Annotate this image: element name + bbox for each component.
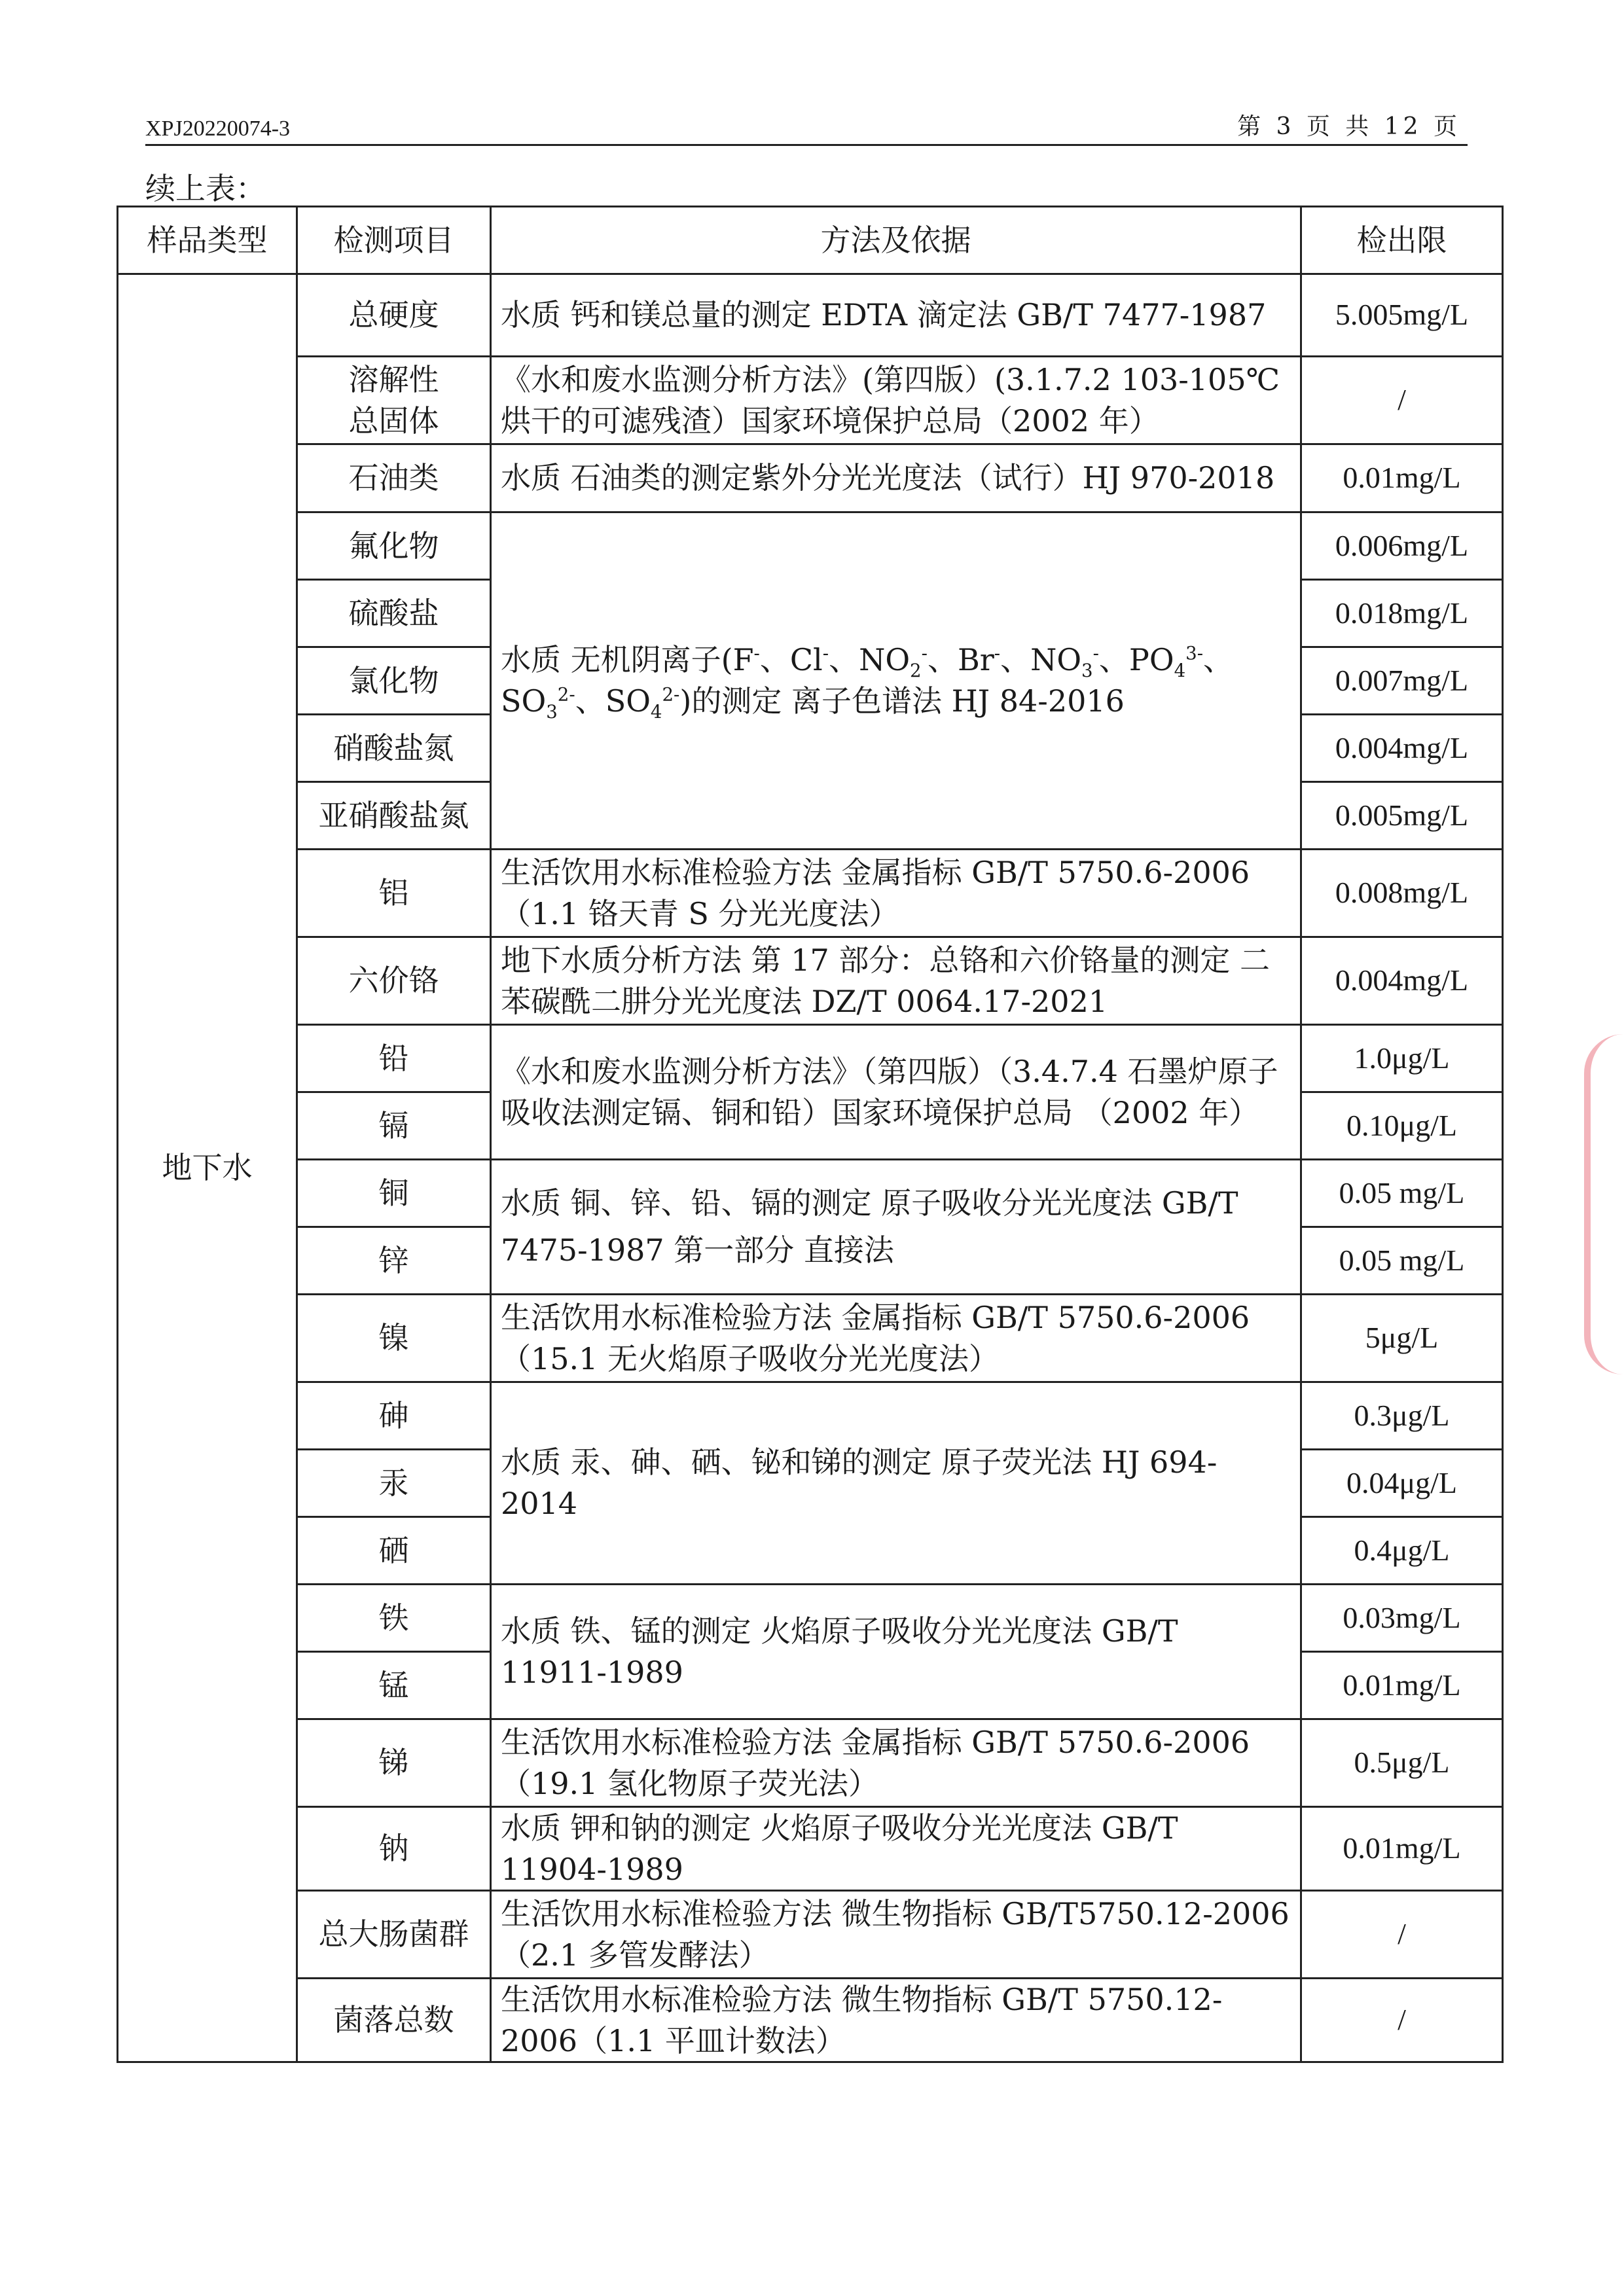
item-cell: 菌落总数	[297, 1979, 491, 2062]
item-cell: 氯化物	[297, 647, 491, 715]
table-row	[118, 1295, 1503, 1382]
table-row	[118, 937, 1503, 1025]
limit-cell: 0.005mg/L	[1301, 782, 1503, 850]
limit-cell: 0.018mg/L	[1301, 580, 1503, 647]
limit-cell: 0.10μg/L	[1301, 1092, 1503, 1160]
limit-cell: 0.3μg/L	[1301, 1382, 1503, 1450]
item-cell: 氟化物	[297, 512, 491, 580]
method-cell: 生活饮用水标准检验方法 金属指标 GB/T 5750.6-2006（15.1 无火焰原子吸收分光光度法）	[491, 1295, 1301, 1382]
method-text-suffix: )的测定 离子色谱法 HJ 84-2016	[679, 683, 1125, 719]
table-row	[118, 512, 1503, 580]
table-row	[118, 274, 1503, 357]
col-header-test-item: 检测项目	[297, 207, 491, 274]
method-text-prefix: 水质 无机阴离子(F	[501, 642, 754, 678]
col-header-detection-limit: 检出限	[1301, 207, 1503, 274]
sample-type-cell: 地下水	[118, 274, 297, 2062]
item-cell: 铜	[297, 1160, 491, 1227]
item-cell: 铝	[297, 850, 491, 937]
item-cell: 硒	[297, 1517, 491, 1585]
limit-cell: 0.4μg/L	[1301, 1517, 1503, 1585]
limit-cell: /	[1301, 1979, 1503, 2062]
method-cell: 水质 钙和镁总量的测定 EDTA 滴定法 GB/T 7477-1987	[491, 274, 1301, 357]
item-cell: 锑	[297, 1719, 491, 1807]
limit-cell: 0.03mg/L	[1301, 1585, 1503, 1652]
limit-cell: 0.01mg/L	[1301, 1652, 1503, 1719]
item-cell: 溶解性总固体	[297, 357, 491, 444]
method-cell: 《水和废水监测分析方法》（第四版）（3.4.7.4 石墨炉原子吸收法测定镉、铜和铅）国家环境保护总局 （2002 年）	[491, 1025, 1301, 1160]
seal-stamp-fragment	[1584, 1034, 1624, 1374]
table-row	[118, 1025, 1503, 1092]
page-number: 第 3 页 共 12 页	[1237, 113, 1461, 140]
item-cell: 镍	[297, 1295, 491, 1382]
limit-cell: 0.006mg/L	[1301, 512, 1503, 580]
table-row	[118, 850, 1503, 937]
table-row	[118, 1160, 1503, 1227]
limit-cell: 0.004mg/L	[1301, 715, 1503, 782]
document-id: XPJ20220074-3	[145, 117, 291, 141]
limit-cell: 5μg/L	[1301, 1295, 1503, 1382]
limit-cell: 0.01mg/L	[1301, 444, 1503, 512]
method-cell: 生活饮用水标准检验方法 微生物指标 GB/T 5750.12-2006（1.1 平皿计数法）	[491, 1979, 1301, 2062]
method-cell: 《水和废水监测分析方法》(第四版）(3.1.7.2 103-105℃烘干的可滤残渣）国家环境保护总局（2002 年）	[491, 357, 1301, 444]
method-table	[117, 206, 1504, 2063]
limit-cell: /	[1301, 1891, 1503, 1979]
limit-cell: 0.5μg/L	[1301, 1719, 1503, 1807]
method-cell: 水质 石油类的测定紫外分光光度法（试行）HJ 970-2018	[491, 444, 1301, 512]
table-row	[118, 444, 1503, 512]
item-cell: 锌	[297, 1227, 491, 1295]
item-cell: 铅	[297, 1025, 491, 1092]
limit-cell: 0.04μg/L	[1301, 1450, 1503, 1517]
table-row	[118, 1807, 1503, 1891]
limit-cell: 0.05 mg/L	[1301, 1227, 1503, 1295]
method-cell: 水质 无机阴离子(F-、Cl-、$NO_2^-$、Br-、$NO_3^-$、$PO_4^{3-}$、$SO_3^{2-}$、$SO_4^{2-}$)的测定 离子色谱法 HJ 84-2016	[491, 512, 1301, 850]
table-row	[118, 1382, 1503, 1450]
method-cell: 水质 铜、锌、铅、镉的测定 原子吸收分光光度法 GB/T 7475-1987 第一部分 直接法	[491, 1160, 1301, 1295]
method-cell: 地下水质分析方法 第 17 部分：总铬和六价铬量的测定 二苯碳酰二肼分光光度法 DZ/T 0064.17-2021	[491, 937, 1301, 1025]
limit-cell: 0.008mg/L	[1301, 850, 1503, 937]
item-cell: 镉	[297, 1092, 491, 1160]
item-cell: 铁	[297, 1585, 491, 1652]
table-header-row	[118, 207, 1503, 274]
continued-label: 续上表：	[145, 171, 266, 206]
table-row	[118, 1979, 1503, 2062]
item-cell: 亚硝酸盐氮	[297, 782, 491, 850]
item-cell: 总硬度	[297, 274, 491, 357]
item-cell: 汞	[297, 1450, 491, 1517]
method-cell: 水质 钾和钠的测定 火焰原子吸收分光光度法 GB/T 11904-1989	[491, 1807, 1301, 1891]
item-cell: 钠	[297, 1807, 491, 1891]
table-row	[118, 1585, 1503, 1652]
limit-cell: 0.004mg/L	[1301, 937, 1503, 1025]
item-cell: 总大肠菌群	[297, 1891, 491, 1979]
method-cell: 生活饮用水标准检验方法 金属指标 GB/T 5750.6-2006（19.1 氢化物原子荧光法）	[491, 1719, 1301, 1807]
limit-cell: 0.007mg/L	[1301, 647, 1503, 715]
method-cell: 生活饮用水标准检验方法 微生物指标 GB/T5750.12-2006（2.1 多管发酵法）	[491, 1891, 1301, 1979]
table-row	[118, 1719, 1503, 1807]
method-cell: 生活饮用水标准检验方法 金属指标 GB/T 5750.6-2006（1.1 铬天青 S 分光光度法）	[491, 850, 1301, 937]
method-cell: 水质 汞、砷、硒、铋和锑的测定 原子荧光法 HJ 694-2014	[491, 1382, 1301, 1585]
method-cell: 水质 铁、锰的测定 火焰原子吸收分光光度法 GB/T 11911-1989	[491, 1585, 1301, 1719]
table-row	[118, 357, 1503, 444]
limit-cell: 0.01mg/L	[1301, 1807, 1503, 1891]
item-cell: 石油类	[297, 444, 491, 512]
col-header-sample-type: 样品类型	[118, 207, 297, 274]
item-cell: 六价铬	[297, 937, 491, 1025]
limit-cell: 1.0μg/L	[1301, 1025, 1503, 1092]
item-cell: 锰	[297, 1652, 491, 1719]
limit-cell: /	[1301, 357, 1503, 444]
item-cell: 硝酸盐氮	[297, 715, 491, 782]
limit-cell: 0.05 mg/L	[1301, 1160, 1503, 1227]
table-row	[118, 1891, 1503, 1979]
item-cell: 硫酸盐	[297, 580, 491, 647]
col-header-method: 方法及依据	[491, 207, 1301, 274]
limit-cell: 5.005mg/L	[1301, 274, 1503, 357]
page-header	[145, 111, 1468, 146]
item-cell: 砷	[297, 1382, 491, 1450]
